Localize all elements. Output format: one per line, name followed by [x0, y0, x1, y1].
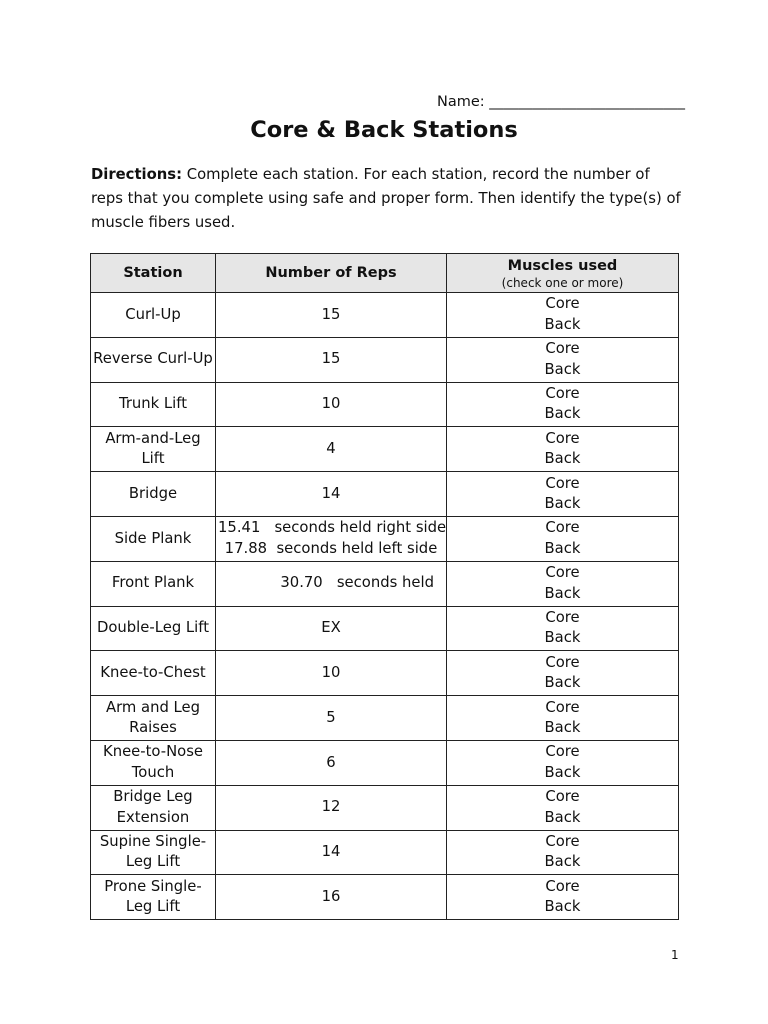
reps-value: 10 [321, 395, 341, 413]
table-row [91, 427, 679, 472]
muscle-option-core[interactable]: Core [545, 877, 580, 895]
reps-cell [216, 651, 447, 696]
muscle-option-core[interactable]: Core [545, 295, 580, 313]
reps-value: 15 [321, 305, 341, 323]
table-row [91, 516, 679, 561]
table-row [91, 606, 679, 651]
muscle-option-core[interactable]: Core [545, 519, 580, 537]
muscle-option-core[interactable]: Core [545, 832, 580, 850]
header-reps: Number of Reps [216, 254, 447, 293]
muscle-option-core[interactable]: Core [545, 429, 580, 447]
muscle-option-back[interactable]: Back [544, 450, 581, 468]
reps-value: 30.70 seconds held [280, 574, 434, 592]
reps-cell [216, 427, 447, 472]
muscle-option-core[interactable]: Core [545, 743, 580, 761]
directions-paragraph [91, 163, 681, 236]
station-cell: Double-Leg Lift [91, 606, 216, 651]
muscles-cell [447, 382, 679, 427]
stations-table [90, 253, 679, 920]
station-cell: Arm and Leg Raises [91, 696, 216, 741]
muscle-option-back[interactable]: Back [544, 629, 581, 647]
reps-value: 17.88 seconds held left side [224, 539, 438, 557]
muscles-cell [447, 516, 679, 561]
reps-cell [216, 561, 447, 606]
muscles-cell [447, 427, 679, 472]
muscle-option-back[interactable]: Back [544, 495, 581, 513]
name-field: Name: ___________________________ [437, 94, 686, 110]
reps-value: 14 [321, 484, 341, 502]
muscles-cell [447, 830, 679, 875]
directions-text: Complete each station. For each station, record the number of reps that you complete using safe and proper form. Then identify the type(s) of muscle fibers used. [91, 166, 681, 232]
muscle-option-back[interactable]: Back [544, 719, 581, 737]
table-row [91, 830, 679, 875]
muscle-option-core[interactable]: Core [545, 340, 580, 358]
station-cell: Supine Single-Leg Lift [91, 830, 216, 875]
reps-cell [216, 382, 447, 427]
header-station: Station [91, 254, 216, 293]
muscle-option-core[interactable]: Core [545, 653, 580, 671]
muscle-option-back[interactable]: Back [544, 853, 581, 871]
table-row [91, 785, 679, 830]
station-cell: Reverse Curl-Up [91, 337, 216, 382]
reps-cell [216, 785, 447, 830]
muscle-option-back[interactable]: Back [544, 674, 581, 692]
muscle-option-core[interactable]: Core [545, 384, 580, 402]
muscle-option-core[interactable]: Core [545, 474, 580, 492]
reps-cell [216, 875, 447, 920]
station-cell: Prone Single-Leg Lift [91, 875, 216, 920]
station-cell: Side Plank [91, 516, 216, 561]
muscle-option-back[interactable]: Back [544, 898, 581, 916]
reps-cell [216, 337, 447, 382]
muscles-cell [447, 785, 679, 830]
reps-value: 10 [321, 664, 341, 682]
reps-cell [216, 516, 447, 561]
muscles-cell [447, 651, 679, 696]
header-muscles-note: (check one or more) [501, 276, 624, 290]
header-muscles-label: Muscles used [507, 258, 618, 274]
muscle-option-back[interactable]: Back [544, 360, 581, 378]
reps-cell [216, 293, 447, 338]
reps-value: 12 [321, 798, 341, 816]
muscle-option-back[interactable]: Back [544, 539, 581, 557]
muscle-option-back[interactable]: Back [544, 315, 581, 333]
muscles-cell [447, 875, 679, 920]
reps-cell [216, 696, 447, 741]
reps-value: 14 [321, 843, 341, 861]
header-muscles [447, 254, 679, 293]
table-row [91, 740, 679, 785]
station-cell: Arm-and-Leg Lift [91, 427, 216, 472]
reps-cell [216, 606, 447, 651]
muscle-option-back[interactable]: Back [544, 808, 581, 826]
station-cell: Front Plank [91, 561, 216, 606]
directions-label: Directions: [91, 166, 183, 183]
table-row [91, 875, 679, 920]
muscles-cell [447, 561, 679, 606]
table-row [91, 293, 679, 338]
page-number: 1 [671, 948, 679, 962]
muscle-option-core[interactable]: Core [545, 564, 580, 582]
muscles-cell [447, 293, 679, 338]
reps-value: 5 [326, 708, 336, 726]
muscles-cell [447, 606, 679, 651]
reps-value: EX [321, 619, 341, 637]
muscle-option-core[interactable]: Core [545, 608, 580, 626]
reps-value: 6 [326, 753, 336, 771]
reps-value: 15 [321, 350, 341, 368]
table-row [91, 472, 679, 517]
muscles-cell [447, 472, 679, 517]
muscles-cell [447, 337, 679, 382]
muscles-cell [447, 696, 679, 741]
table-row [91, 382, 679, 427]
station-cell: Knee-to-Chest [91, 651, 216, 696]
muscle-option-core[interactable]: Core [545, 788, 580, 806]
muscles-cell [447, 740, 679, 785]
muscle-option-core[interactable]: Core [545, 698, 580, 716]
reps-cell [216, 472, 447, 517]
table-row [91, 337, 679, 382]
station-cell: Bridge Leg Extension [91, 785, 216, 830]
muscle-option-back[interactable]: Back [544, 584, 581, 602]
table-header-row [91, 254, 679, 293]
page-title: Core & Back Stations [250, 117, 518, 143]
table-row [91, 651, 679, 696]
reps-value: 16 [321, 888, 341, 905]
muscle-option-back[interactable]: Back [544, 763, 581, 781]
reps-value: 15.41 seconds held right side [218, 519, 447, 537]
table-row [91, 561, 679, 606]
station-cell: Trunk Lift [91, 382, 216, 427]
station-cell: Knee-to-Nose Touch [91, 740, 216, 785]
reps-cell [216, 740, 447, 785]
station-cell: Bridge [91, 472, 216, 517]
reps-value: 4 [326, 440, 336, 458]
reps-cell [216, 830, 447, 875]
station-cell: Curl-Up [91, 293, 216, 338]
muscle-option-back[interactable]: Back [544, 405, 581, 423]
table-row [91, 696, 679, 741]
